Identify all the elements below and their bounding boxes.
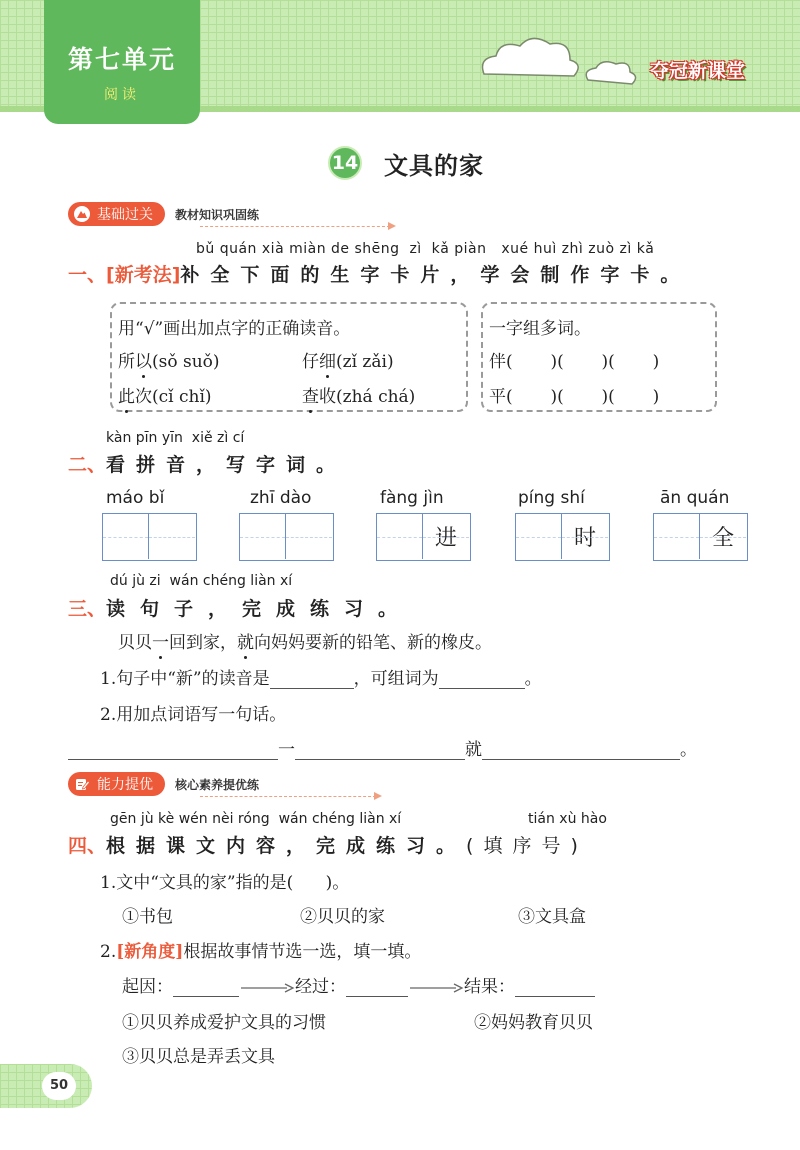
section-divider	[200, 796, 376, 797]
grid-cell[interactable]	[149, 514, 195, 559]
lesson-heading	[328, 146, 484, 180]
arrow-right-icon	[408, 982, 464, 994]
grid-cell[interactable]	[654, 514, 700, 559]
q4-pinyin: gēn jù kè wén nèi róng wán chéng liàn xí	[110, 811, 402, 827]
unit-title: 第七单元	[67, 45, 176, 74]
section-advanced-label: 能力提优	[68, 772, 165, 796]
q1-item: 查收(zhá chá)	[302, 387, 416, 407]
answer-blank[interactable]	[439, 688, 525, 689]
grid-cell[interactable]	[103, 514, 149, 559]
brand-logo: 夺冠新课堂	[650, 60, 746, 82]
unit-tab	[44, 0, 200, 124]
section-basic-desc: 教材知识巩固练	[175, 207, 260, 222]
grid-cell: 进	[423, 514, 469, 559]
section-advanced-desc: 核心素养提优练	[175, 777, 260, 792]
option-item[interactable]: ③贝贝总是弄丢文具	[122, 1047, 275, 1067]
arrow-right-icon	[239, 982, 295, 994]
unit-subtitle: 阅读	[104, 87, 140, 103]
q1-right-instruction: 一字组多词。	[489, 319, 591, 339]
section-basic	[68, 201, 259, 227]
q2-word-pinyin: ān quán	[660, 488, 730, 508]
q2-writing-grid[interactable]	[515, 513, 610, 561]
q1-pinyin: bǔ quán xià miàn de shēng zì kǎ piàn xué huì zhì zuò zì kǎ	[196, 241, 655, 257]
q1-item: 此次(cǐ chǐ)	[118, 387, 212, 407]
q2-word-pinyin: máo bǐ	[106, 488, 165, 508]
q4-pinyin-paren: tián xù hào	[528, 811, 607, 827]
answer-blank[interactable]	[173, 996, 239, 997]
section-advanced	[68, 771, 259, 797]
section-basic-label: 基础过关	[68, 202, 165, 226]
option-item[interactable]: ②贝贝的家	[300, 907, 385, 927]
answer-blank[interactable]	[68, 759, 278, 760]
answer-blank[interactable]	[295, 759, 465, 760]
grid-cell[interactable]	[240, 514, 286, 559]
q2-word-pinyin: píng shí	[518, 488, 585, 508]
section-divider	[200, 226, 390, 227]
arrow-icon	[388, 222, 396, 230]
q1-left-instruction: 用“√”画出加点字的正确读音。	[118, 319, 351, 339]
cloud-icon	[470, 28, 660, 98]
lesson-title: 文具的家	[384, 151, 484, 180]
grid-cell: 全	[700, 514, 746, 559]
arrow-icon	[374, 792, 382, 800]
grid-cell[interactable]	[286, 514, 332, 559]
grid-cell[interactable]	[516, 514, 562, 559]
q2-writing-grid[interactable]	[376, 513, 471, 561]
q2-title: 二、看拼音，写字词。	[68, 454, 347, 476]
grid-cell: 时	[562, 514, 608, 559]
lesson-number: 14	[328, 146, 362, 180]
q3-sub2: 2.用加点词语写一句话。	[100, 705, 287, 725]
q4-flow: 起因： 经过： 结果：	[122, 972, 595, 997]
q2-word-pinyin: fàng jìn	[380, 488, 444, 508]
answer-blank[interactable]	[346, 996, 408, 997]
q1-item: 仔细(zǐ zǎi)	[302, 352, 394, 372]
answer-blank[interactable]	[270, 688, 354, 689]
option-item[interactable]: ②妈妈教育贝贝	[474, 1013, 593, 1033]
q2-writing-grid[interactable]	[653, 513, 748, 561]
q4-title: 四、根据课文内容，完成练习。(填序号)	[68, 835, 588, 857]
q4-sub1: 1.文中“文具的家”指的是( )。	[100, 873, 350, 893]
q3-fill-line[interactable]: 一 就 。	[68, 735, 697, 760]
q2-writing-grid[interactable]	[239, 513, 334, 561]
grid-cell[interactable]	[377, 514, 423, 559]
q3-sentence: 贝贝一回到家，就向妈妈要新的铅笔、新的橡皮。	[118, 633, 492, 653]
page-number: 50	[42, 1072, 76, 1100]
option-item[interactable]: ①贝贝养成爱护文具的习惯	[122, 1013, 326, 1033]
q3-pinyin: dú jù zi wán chéng liàn xí	[110, 573, 293, 589]
pencil-note-icon	[74, 776, 90, 792]
q1-word-row: 伴( )( )( )	[489, 352, 660, 372]
q1-item: 所以(sǒ suǒ)	[118, 352, 220, 372]
q3-title: 三、读句子，完成练习。	[68, 598, 413, 620]
q1-title: 一、[新考法]补全下面的生字卡片，学会制作字卡。	[68, 264, 691, 286]
q3-sub1: 1.句子中“新”的读音是 ，可组词为 。	[100, 669, 542, 689]
mountain-icon	[74, 206, 90, 222]
q2-word-pinyin: zhī dào	[250, 488, 312, 508]
answer-blank[interactable]	[515, 996, 595, 997]
answer-blank[interactable]	[482, 759, 680, 760]
option-item[interactable]: ③文具盒	[518, 907, 586, 927]
q1-word-row: 平( )( )( )	[489, 387, 660, 407]
option-item[interactable]: ①书包	[122, 907, 173, 927]
q2-writing-grid[interactable]	[102, 513, 197, 561]
q4-sub2: 2.[新角度]根据故事情节选一选，填一填。	[100, 942, 422, 962]
page-number-tab	[0, 1064, 92, 1108]
q2-pinyin: kàn pīn yīn xiě zì cí	[106, 430, 245, 446]
